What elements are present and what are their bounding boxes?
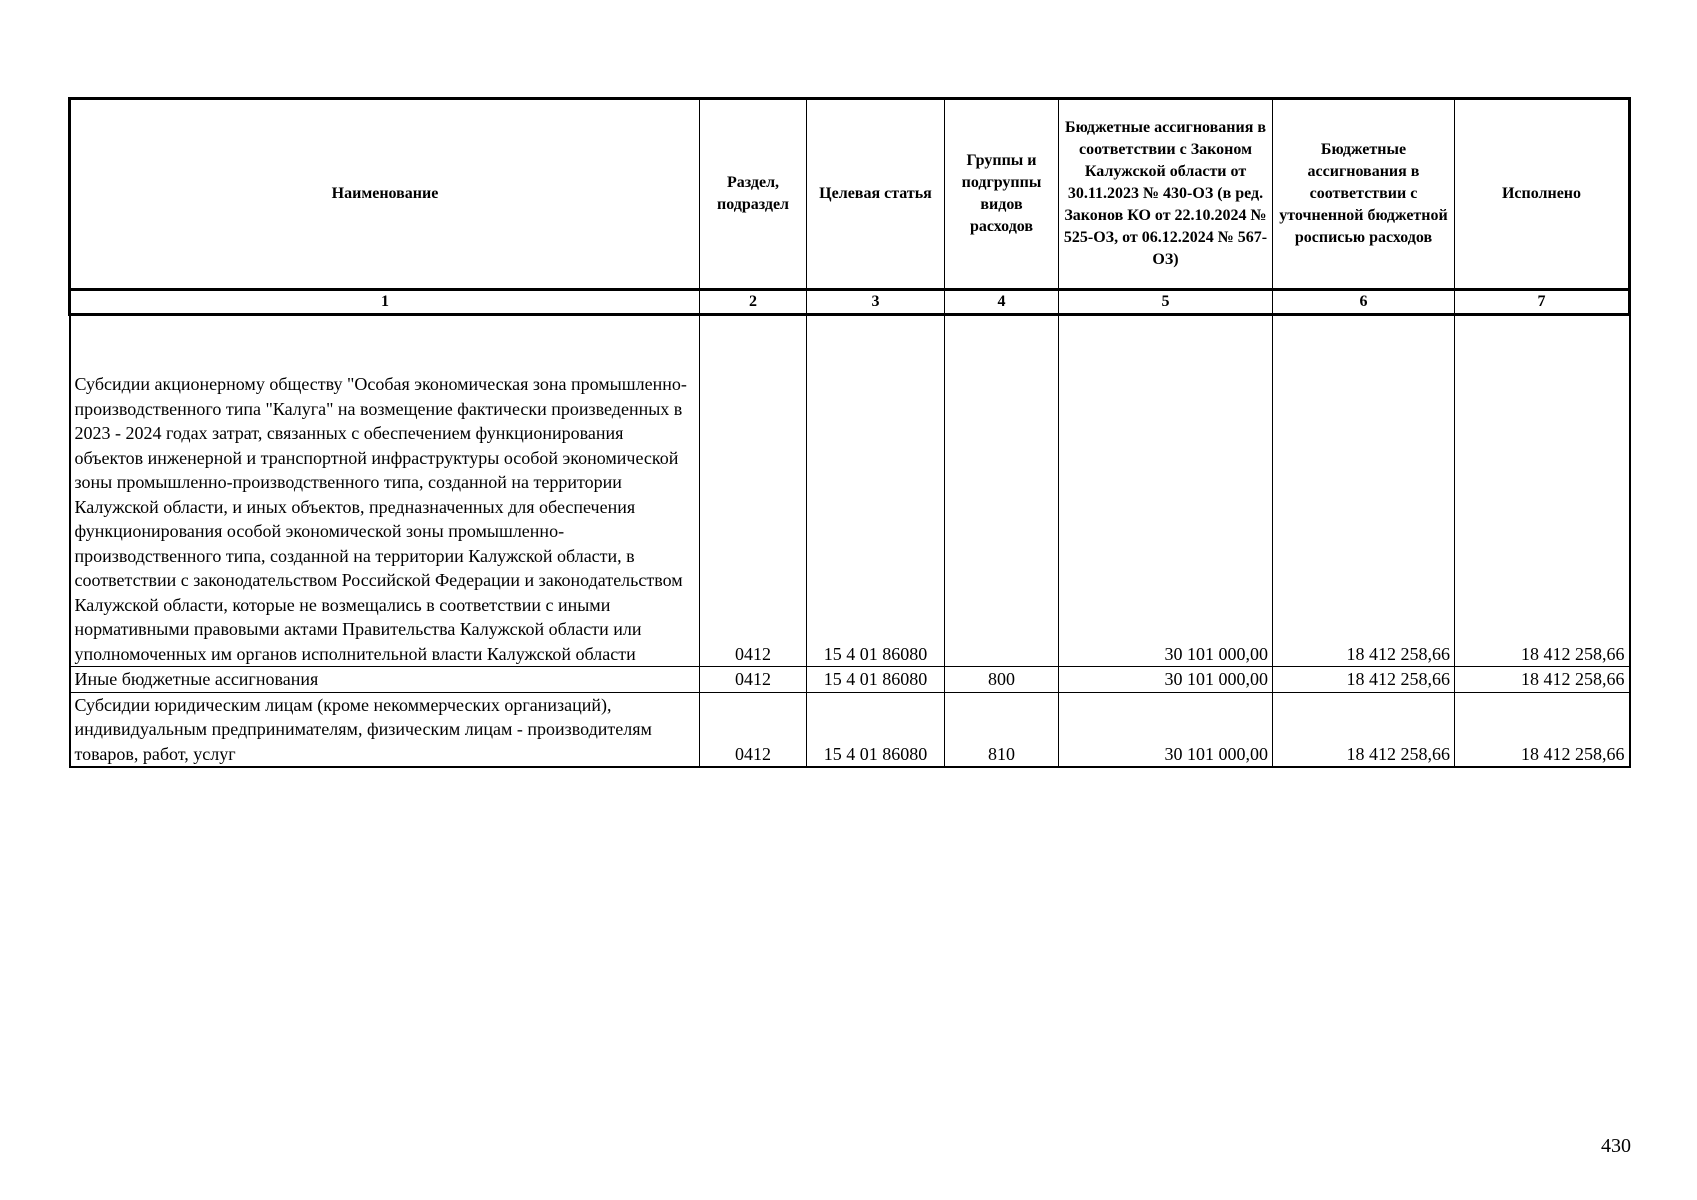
column-number: 7 — [1455, 290, 1630, 315]
row-assigned-by-law: 30 101 000,00 — [1059, 692, 1273, 767]
header-executed: Исполнено — [1455, 99, 1630, 290]
row-executed: 18 412 258,66 — [1455, 692, 1630, 767]
column-number: 2 — [700, 290, 807, 315]
row-assigned-refined: 18 412 258,66 — [1273, 692, 1455, 767]
column-number: 3 — [807, 290, 945, 315]
row-section: 0412 — [700, 692, 807, 767]
header-name: Наименование — [70, 99, 700, 290]
header-section: Раздел, подраздел — [700, 99, 807, 290]
table-row — [70, 667, 1630, 693]
row-name: Субсидии юридическим лицам (кроме некоммерческих организаций), индивидуальным предпринимателям, физическим лицам - производителям товаров, работ, услуг — [70, 692, 700, 767]
row-executed: 18 412 258,66 — [1455, 667, 1630, 693]
header-assigned-by-law: Бюджетные ассигнования в соответствии с Законом Калужской области от 30.11.2023 № 430-ОЗ (в ред. Законов КО от 22.10.2024 № 525-ОЗ, от 06.12.2024 № 567-ОЗ) — [1059, 99, 1273, 290]
row-assigned-by-law: 30 101 000,00 — [1059, 315, 1273, 667]
row-assigned-by-law: 30 101 000,00 — [1059, 667, 1273, 693]
column-number: 5 — [1059, 290, 1273, 315]
row-target-article: 15 4 01 86080 — [807, 667, 945, 693]
row-expense-group: 810 — [945, 692, 1059, 767]
page-number: 430 — [1601, 1135, 1631, 1157]
column-number: 1 — [70, 290, 700, 315]
column-number: 4 — [945, 290, 1059, 315]
row-executed: 18 412 258,66 — [1455, 315, 1630, 667]
header-assigned-refined: Бюджетные ассигнования в соответствии с уточненной бюджетной росписью расходов — [1273, 99, 1455, 290]
row-expense-group: 800 — [945, 667, 1059, 693]
header-target-article: Целевая статья — [807, 99, 945, 290]
header-row — [70, 99, 1630, 290]
header-expense-group: Группы и подгруппы видов расходов — [945, 99, 1059, 290]
row-assigned-refined: 18 412 258,66 — [1273, 315, 1455, 667]
row-assigned-refined: 18 412 258,66 — [1273, 667, 1455, 693]
column-number: 6 — [1273, 290, 1455, 315]
column-number-row — [70, 290, 1630, 315]
row-target-article: 15 4 01 86080 — [807, 315, 945, 667]
budget-execution-table — [68, 97, 1631, 768]
table-row — [70, 692, 1630, 767]
row-name: Субсидии акционерному обществу "Особая экономическая зона промышленно-производственного типа "Калуга" на возмещение фактически произведенных в 2023 - 2024 годах затрат, связанных с обеспечением функционирования объектов инженерной и транспортной инфраструктуры особой экономической зоны промышленно-производственного типа, созданной на территории Калужской области, и иных объектов, предназначенных для обеспечения функционирования особой экономической зоны промышленно-производственного типа, созданной на территории Калужской области, в соответствии с законодательством Российской Федерации и законодательством Калужской области, которые не возмещались в соответствии с иными нормативными правовыми актами Правительства Калужской области или уполномоченных им органов исполнительной власти Калужской области — [70, 315, 700, 667]
row-section: 0412 — [700, 667, 807, 693]
table-row — [70, 315, 1630, 667]
row-target-article: 15 4 01 86080 — [807, 692, 945, 767]
row-name: Иные бюджетные ассигнования — [70, 667, 700, 693]
row-expense-group — [945, 315, 1059, 667]
row-section: 0412 — [700, 315, 807, 667]
